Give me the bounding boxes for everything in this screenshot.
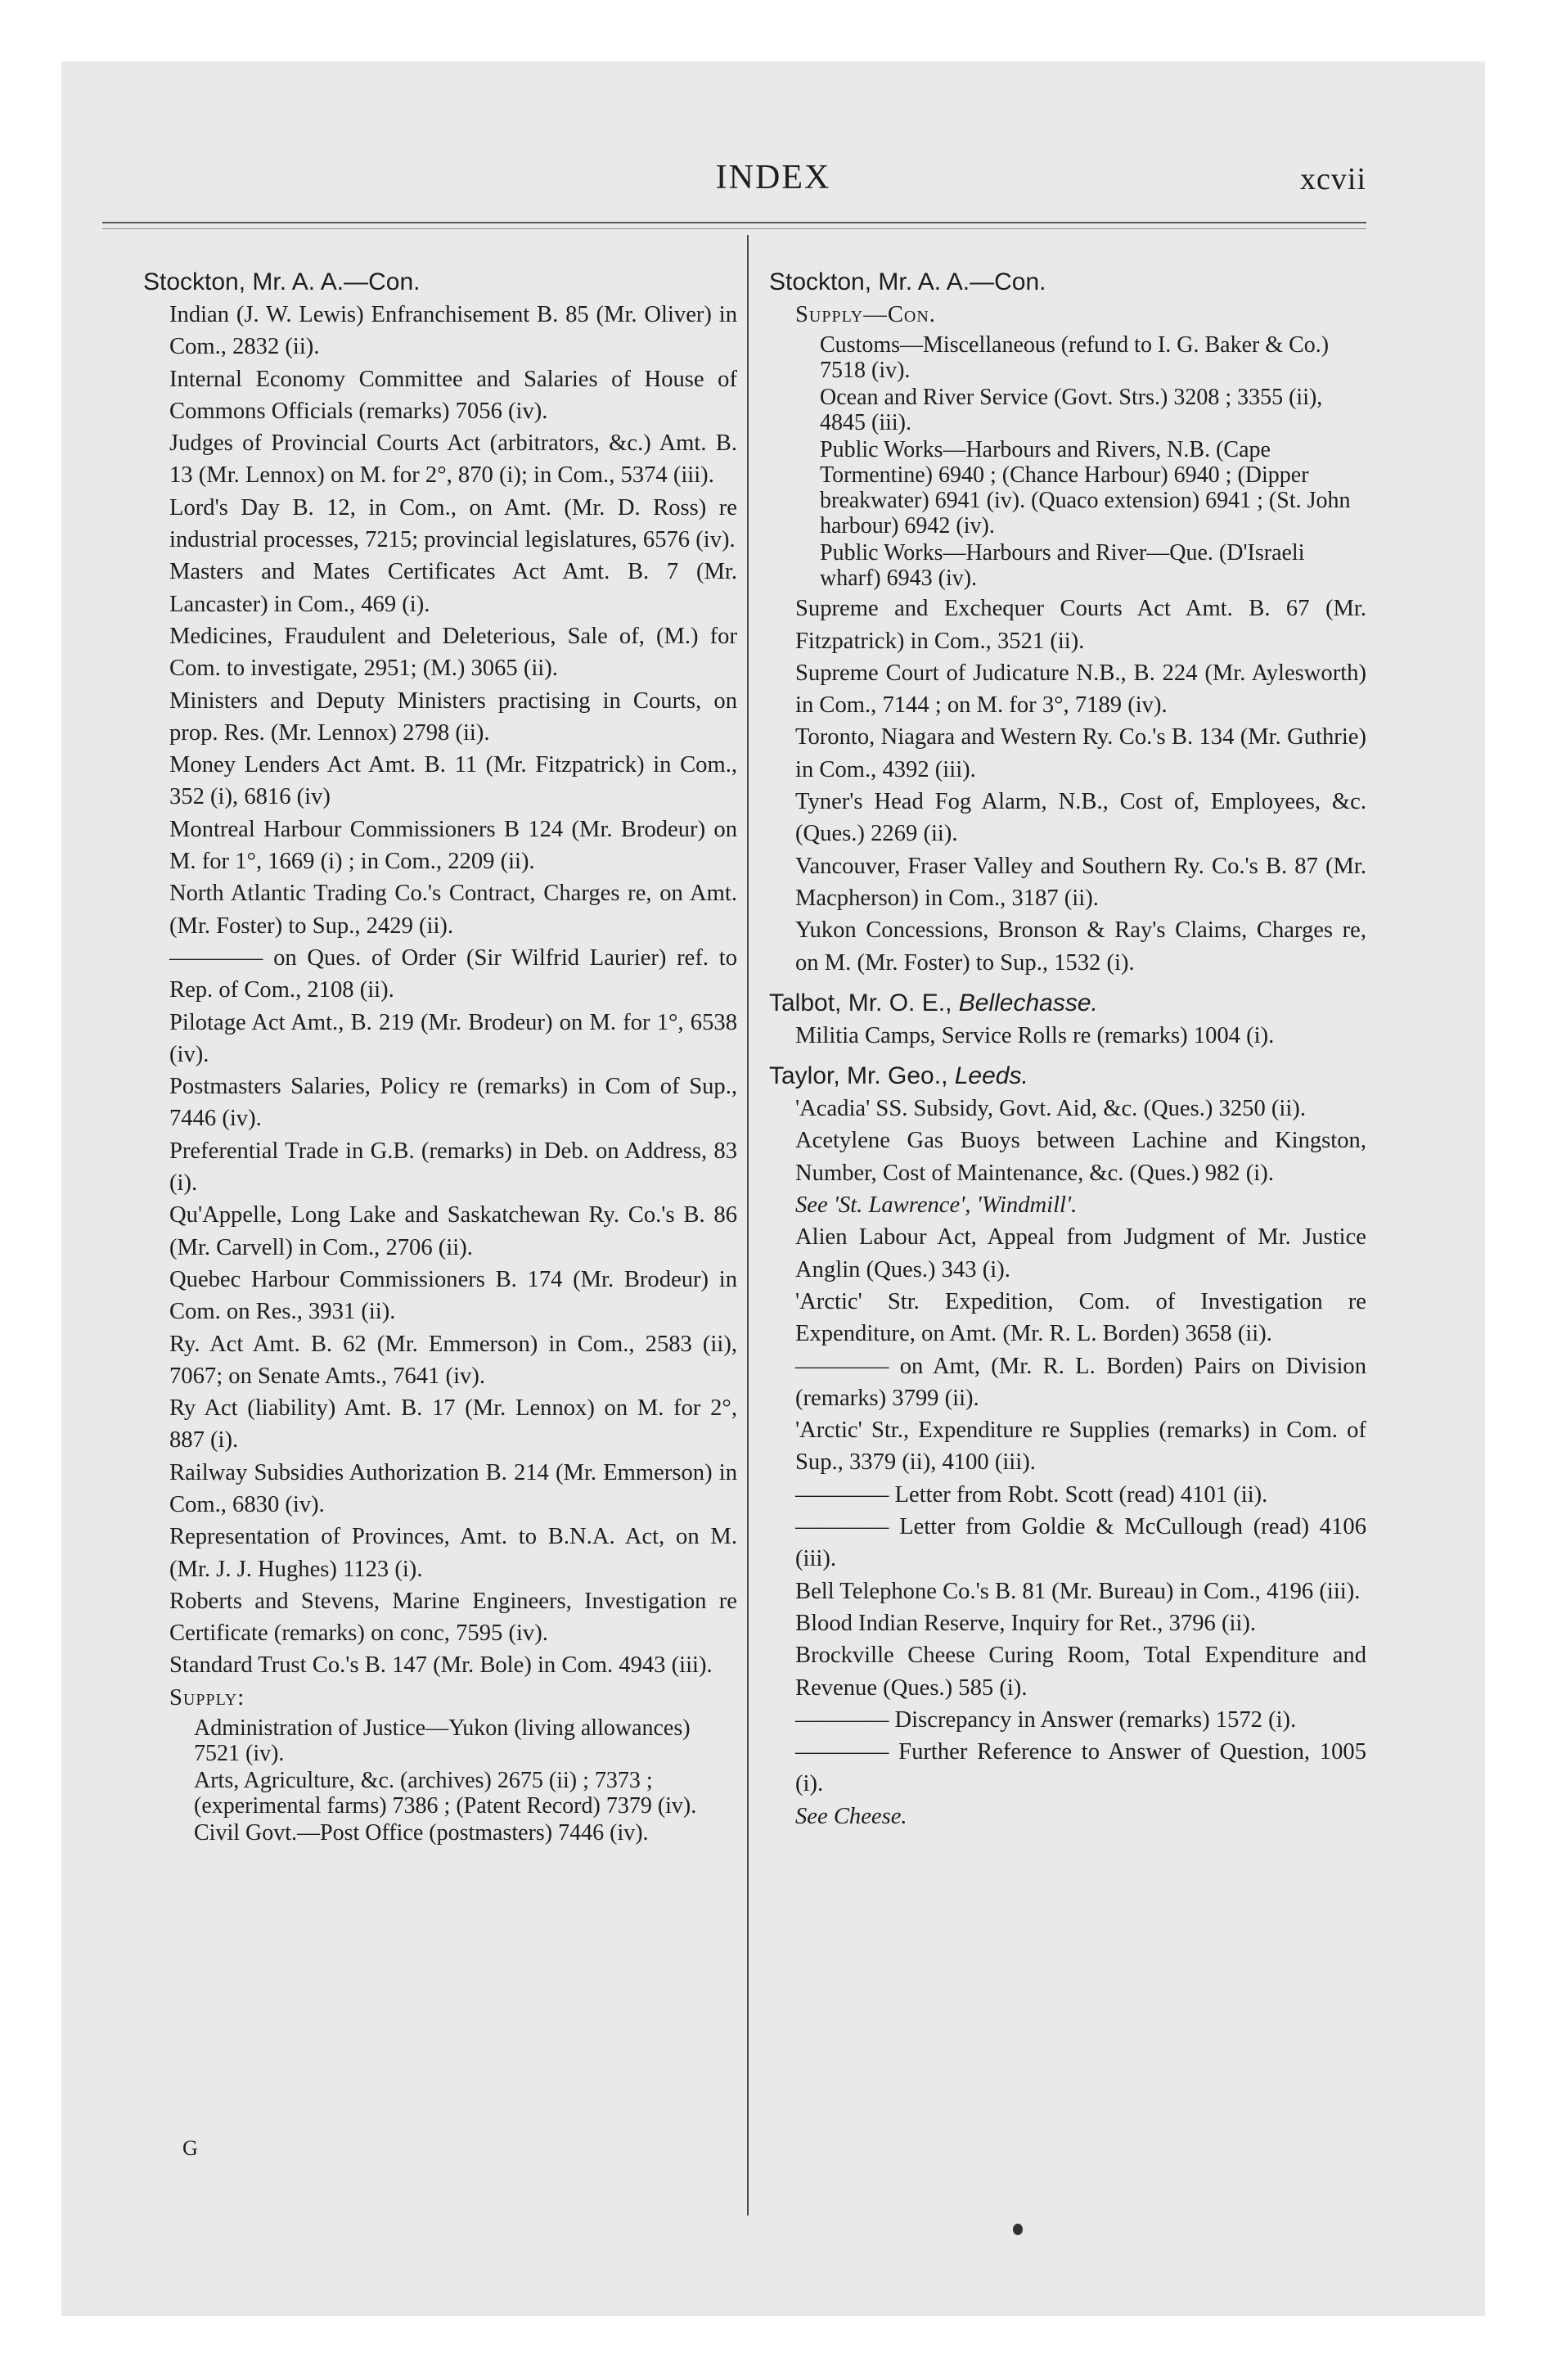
member-name: Taylor, Mr. Geo.,	[769, 1062, 955, 1090]
index-subentry: ———— Further Reference to Answer of Question, 1005 (i).	[795, 1736, 1366, 1801]
constituency: Leeds.	[954, 1062, 1028, 1090]
supply-entry: Public Works—Harbours and River—Que. (D'Israeli wharf) 6943 (iv).	[820, 540, 1305, 592]
index-subentry: ———— Letter from Goldie & McCullough (read) 4106 (iii).	[795, 1511, 1366, 1575]
index-page	[61, 61, 1485, 2316]
index-entry: Montreal Harbour Commissioners B 124 (Mr. Brodeur) on M. for 1°, 1669 (i) ; in Com., 2209 (ii).	[169, 816, 737, 875]
member-heading: Stockton, Mr. A. A.—Con.	[769, 268, 1046, 295]
left-column	[143, 266, 737, 1847]
index-subentry: ———— on Ques. of Order (Sir Wilfrid Laurier) ref. to Rep. of Com., 2108 (ii).	[169, 942, 737, 1007]
signature-mark: G	[182, 2136, 198, 2160]
index-entry: Preferential Trade in G.B. (remarks) in Deb. on Address, 83 (i).	[169, 1138, 737, 1197]
column-divider	[747, 235, 749, 2215]
index-entry: Yukon Concessions, Bronson & Ray's Claims, Charges re, on M. (Mr. Foster) to Sup., 1532 (i).	[795, 917, 1366, 976]
supply-entry: Civil Govt.—Post Office (postmasters) 7446 (iv).	[194, 1820, 649, 1846]
right-column	[769, 266, 1366, 1832]
index-entry: 'Arctic' Str., Expenditure re Supplies (remarks) in Com. of Sup., 3379 (ii), 4100 (iii).	[795, 1418, 1366, 1476]
index-entry: Masters and Mates Certificates Act Amt. B. 7 (Mr. Lancaster) in Com., 469 (i).	[169, 559, 737, 617]
index-entry: Brockville Cheese Curing Room, Total Expenditure and Revenue (Ques.) 585 (i).	[795, 1643, 1366, 1701]
index-entry: Acetylene Gas Buoys between Lachine and Kingston, Number, Cost of Maintenance, &c. (Ques.) 982 (i).	[795, 1128, 1366, 1186]
index-entry: Roberts and Stevens, Marine Engineers, Investigation re Certificate (remarks) on conc, 7595 (iv).	[169, 1588, 737, 1647]
supply-entry: Customs—Miscellaneous (refund to I. G. Baker & Co.) 7518 (iv).	[820, 332, 1330, 384]
index-subentry: ———— on Amt, (Mr. R. L. Borden) Pairs on Division (remarks) 3799 (ii).	[795, 1350, 1366, 1415]
index-entry: 'Arctic' Str. Expedition, Com. of Investigation re Expenditure, on Amt. (Mr. R. L. Borden) 3658 (ii).	[795, 1288, 1366, 1347]
index-entry: Postmasters Salaries, Policy re (remarks) in Com of Sup., 7446 (iv).	[169, 1074, 737, 1132]
index-entry: Standard Trust Co.'s B. 147 (Mr. Bole) in Com. 4943 (iii).	[169, 1652, 713, 1679]
supply-entry: Public Works—Harbours and Rivers, N.B. (Cape Tormentine) 6940 ; (Chance Harbour) 6940 ; (Dipper breakwater) 6941 (iv). (Quaco extension) 6941 ; (St. John harbour) 6942 (iv).	[820, 437, 1351, 539]
index-entry: Judges of Provincial Courts Act (arbitrators, &c.) Amt. B. 13 (Mr. Lennox) on M. for 2°, 870 (i); in Com., 5374 (iii).	[169, 430, 737, 489]
index-entry: Toronto, Niagara and Western Ry. Co.'s B. 134 (Mr. Guthrie) in Com., 4392 (iii).	[795, 724, 1366, 782]
index-entry: Tyner's Head Fog Alarm, N.B., Cost of, Employees, &c. (Ques.) 2269 (ii).	[795, 789, 1366, 847]
member-heading: Stockton, Mr. A. A.—Con.	[143, 268, 421, 295]
index-entry: Ry Act (liability) Amt. B. 17 (Mr. Lennox) on M. for 2°, 887 (i).	[169, 1395, 737, 1454]
member-name: Talbot, Mr. O. E.,	[769, 989, 959, 1016]
index-entry: Lord's Day B. 12, in Com., on Amt. (Mr. D. Ross) re industrial processes, 7215; provincial legislatures, 6576 (iv).	[169, 494, 737, 553]
see-reference: See Cheese.	[795, 1803, 907, 1829]
index-entry: Bell Telephone Co.'s B. 81 (Mr. Bureau) in Com., 4196 (iii).	[795, 1578, 1361, 1604]
see-reference: See 'St. Lawrence', 'Windmill'.	[795, 1192, 1078, 1219]
header-rule	[102, 222, 1366, 229]
supply-entry: Administration of Justice—Yukon (living allowances) 7521 (iv).	[194, 1715, 691, 1767]
index-entry: Blood Indian Reserve, Inquiry for Ret., 3796 (ii).	[795, 1610, 1257, 1636]
page-number: xcvii	[1300, 162, 1366, 196]
supply-label: Supply:	[169, 1684, 245, 1711]
index-subentry: ———— Letter from Robt. Scott (read) 4101 (ii).	[795, 1479, 1366, 1511]
index-entry: Ry. Act Amt. B. 62 (Mr. Emmerson) in Com., 2583 (ii), 7067; on Senate Amts., 7641 (iv).	[169, 1331, 737, 1389]
index-entry: Supreme Court of Judicature N.B., B. 224 (Mr. Aylesworth) in Com., 7144 ; on M. for 3°, 7189 (iv).	[795, 660, 1366, 719]
index-entry: 'Acadia' SS. Subsidy, Govt. Aid, &c. (Ques.) 3250 (ii).	[795, 1096, 1306, 1122]
supply-label: Supply—Con.	[795, 302, 936, 327]
index-subentry: ———— Discrepancy in Answer (remarks) 1572 (i).	[795, 1704, 1366, 1736]
index-entry: Alien Labour Act, Appeal from Judgment of Mr. Justice Anglin (Ques.) 343 (i).	[795, 1224, 1366, 1282]
index-entry: Supreme and Exchequer Courts Act Amt. B. 67 (Mr. Fitzpatrick) in Com., 3521 (ii).	[795, 596, 1366, 654]
index-entry: Pilotage Act Amt., B. 219 (Mr. Brodeur) on M. for 1°, 6538 (iv).	[169, 1009, 737, 1067]
index-entry: Representation of Provinces, Amt. to B.N.A. Act, on M. (Mr. J. J. Hughes) 1123 (i).	[169, 1524, 737, 1582]
index-entry: Money Lenders Act Amt. B. 11 (Mr. Fitzpatrick) in Com., 352 (i), 6816 (iv)	[169, 752, 737, 810]
index-entry: Vancouver, Fraser Valley and Southern Ry. Co.'s B. 87 (Mr. Macpherson) in Com., 3187 (ii).	[795, 853, 1366, 911]
supply-entry: Arts, Agriculture, &c. (archives) 2675 (ii) ; 7373 ; (experimental farms) 7386 ; (Patent Record) 7379 (iv).	[194, 1768, 697, 1819]
constituency: Bellechasse.	[958, 989, 1098, 1016]
index-entry: Ministers and Deputy Ministers practising in Courts, on prop. Res. (Mr. Lennox) 2798 (ii).	[169, 687, 737, 746]
index-entry: Militia Camps, Service Rolls re (remarks) 1004 (i).	[795, 1022, 1275, 1048]
member-heading-taylor	[769, 1060, 1366, 1093]
supply-entry: Ocean and River Service (Govt. Strs.) 3208 ; 3355 (ii), 4845 (iii).	[820, 385, 1323, 436]
index-entry: Indian (J. W. Lewis) Enfranchisement B. 85 (Mr. Oliver) in Com., 2832 (ii).	[169, 302, 737, 360]
index-entry: Internal Economy Committee and Salaries of House of Commons Officials (remarks) 7056 (iv).	[169, 366, 737, 424]
index-entry: Qu'Appelle, Long Lake and Saskatchewan Ry. Co.'s B. 86 (Mr. Carvell) in Com., 2706 (ii).	[169, 1202, 737, 1260]
index-entry: Quebec Harbour Commissioners B. 174 (Mr. Brodeur) in Com. on Res., 3931 (ii).	[169, 1266, 737, 1325]
index-entry: Railway Subsidies Authorization B. 214 (Mr. Emmerson) in Com., 6830 (iv).	[169, 1459, 737, 1517]
index-entry: Medicines, Fraudulent and Deleterious, Sale of, (M.) for Com. to investigate, 2951; (M.) 3065 (ii).	[169, 623, 737, 682]
ink-dot	[1013, 2224, 1023, 2235]
member-heading-talbot	[769, 987, 1366, 1020]
page-header	[61, 158, 1485, 207]
page-title: INDEX	[715, 159, 831, 196]
index-entry: North Atlantic Trading Co.'s Contract, Charges re, on Amt. (Mr. Foster) to Sup., 2429 (ii).	[169, 881, 737, 939]
